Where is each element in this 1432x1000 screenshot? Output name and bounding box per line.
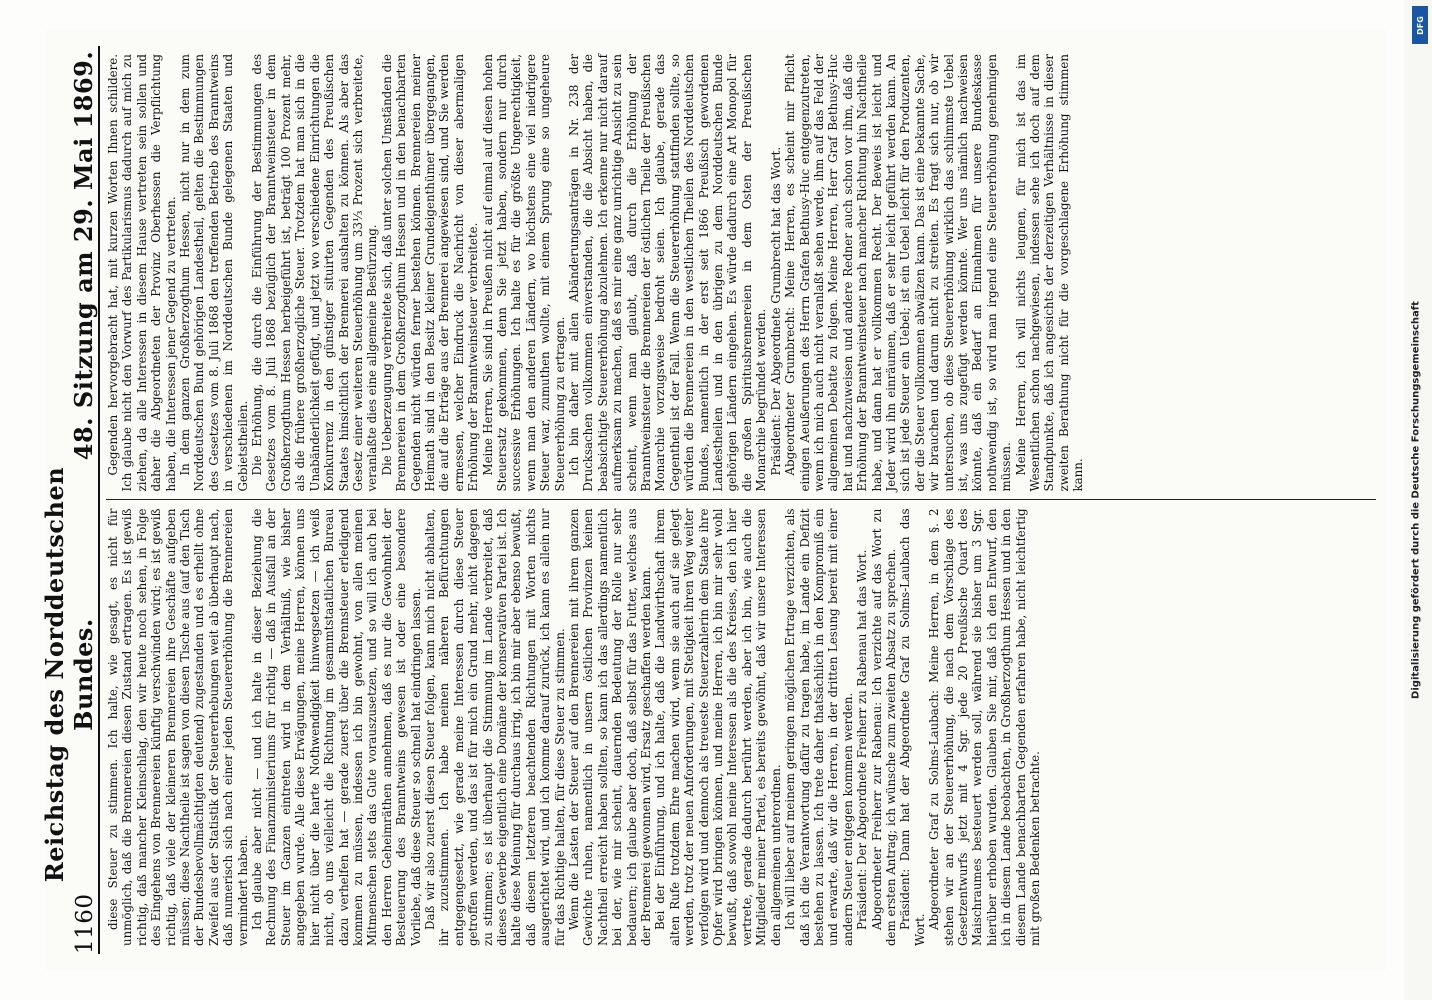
running-title-left: Reichstag des Norddeutschen Bundes. <box>40 466 98 883</box>
paragraph: Präsident: Dann hat der Abgeordnete Graf zu Solms-Laubach das Wort. <box>898 508 927 946</box>
rotated-print-page <box>40 30 1386 970</box>
paragraph: Gegenden hervorgebracht hat, mit kurzen Worten Ihnen schildere. Ich glaube nicht den Vorwurf des Partikularismus dadurch auf mich zu ziehen, da alle Interessen in diesem Hause vertreten sein sollen und daher die Abgeordneten der Provinz Oberhessen die Verpflichtung haben, die Interessen jener Gegend zu vertreten. <box>106 54 178 492</box>
paragraph: Ich glaube aber nicht — und ich halte in dieser Beziehung die Rechnung des Finanzministeriums für richtig — daß in Ausfall an der Steuer im Ganzen eintreten wird in dem Verhältniß, wie bisher angegeben wurde. Alle diese Erwägungen, meine Herren, können uns hier nicht über die harte Nothwendigkeit hinwegsetzen — ich weiß nicht, ob uns vielleicht die Richtung im gesammtstaatlichen Bureau dazu verhelfen hat — gerade zuerst über die Brennsteuer erledigend kommen zu müssen, indessen ich bin gewohnt, von allen meinen Mitmenschen stets das Gute vorauszusetzen, und so will ich auch bei den Herren Geheimräthen annehmen, daß es nur die Gewohnheit der Besteuerung des Branntweins gewesen ist oder eine besondere Vorliebe, daß diese Steuer so schnell hat eindringen lassen. <box>250 508 423 946</box>
digitization-note-text: Digitalisierung gefördert durch die Deutsche Forschungsgemeinschaft <box>1410 301 1422 699</box>
text-column-right <box>106 46 1376 500</box>
page-header <box>40 46 100 954</box>
paragraph: Präsident: Der Abgeordnete Grumbrecht hat das Wort. <box>768 146 783 476</box>
dfg-logo-text: DFG <box>1415 15 1425 35</box>
paragraph: Abgeordneter Freiherr zur Rabenau: Ich verzichte auf das Wort zu dem ersten Antrag; ich wünsche zum zweiten Absatz zu sprechen. <box>869 508 898 946</box>
paragraph: Ich will lieber auf meinem geringen möglichen Ertrage verzichten, als daß ich die Verantwortung dafür zu tragen habe, im Lande ein Defizit bestehen zu lassen. Ich trete daher thatsächlich in den Kompromiß ein und erwarte, daß wir die Herren, in der dritten Lesung bereit mit einer andern Steuer entgegen kommen werden. <box>783 508 855 946</box>
paragraph: In dem ganzen Großherzogthum Hessen, nicht nur in dem zum Norddeutschen Bund gehörigen Landestheil, gelten die Bestimmungen des Gesetzes vom 8. Juli 1868 den treffenden Betrieb des Branntweins in verschiedenen im Norddeutschen Bunde gelegenen Staaten und Gebietstheilen. <box>178 54 250 492</box>
paragraph: Abgeordneter Graf zu Solms-Laubach: Meine Herren, in dem §. 2 stehen wir an der Steuererhöhung, die nach dem Vorschlage des Gesetzentwurfs jetzt mit 4 Sgr. jede 20 Preußische Quart des Maischraumes besteuert werden soll, während sie bisher um 3 Sgr. hierüber erhoben wurden. Glauben Sie mir, daß ich den Entwurf, den ich in diesem Lande beobachten, in Großherzogthum Hessen und in den diesem Lande benachbarten Gegenden erfahren habe, nicht leichtfertig mit großen Bedenken betrachte. <box>927 508 1042 946</box>
paragraph: diese Steuer zu stimmen. Ich halte, wie gesagt, es nicht für unmöglich, daß die Brennereien diesen Zustand ertragen. Es ist gewiß richtig, daß mancher Kleinschlag, den wir heute noch sehen, in Folge des Eingehens von Brennereien künftig verschwinden wird; es ist gewiß richtig, daß viele der kleineren Brennereien ihre Geschäfte aufgeben müssen; diese Nachtheile ist sagen von diesen Tische aus (auf den Tisch der Bundesbevollmächtigten deutend) zugestanden und es erhellt ohne Zweifel aus der Statistik der Steuererhebungen weit ab überhaupt nach, daß numerisch sich nach einer jeden Steuererhöhung die Brennereien vermindert haben. <box>106 508 250 946</box>
paragraph: Präsident: Der Abgeordnete Freiherr zu Rabenau hat das Wort. <box>855 549 870 930</box>
page-number: 1160 <box>72 893 98 954</box>
paragraph: Wenn die Lasten der Steuer auf den Brennereien mit ihrem ganzen Gewichte ruhen, namentlich in unsern östlichen Provinzen keinen Nachtheil erreicht haben sollten, so kann ich das allerdings namentlich bei der, wie mir scheint, dauernden Bedeutung der Rolle nur sehr bedauern; ich glaube aber doch, daß selbst für das Futter, welches aus der Brennerei gewonnen wird, Ersatz geschaffen werden kann. <box>567 508 654 946</box>
paragraph: Meine Herren, ich will nichts leugnen, für mich ist das im Wesentlichen schon nachgewiesen, indessen sehe ich doch auf dem Standpunkte, daß ich angesichts der derzeitigen Verhältnisse in dieser zweiten Berathung nicht für die vorgeschlagene Erhöhung stimmen kann. <box>1013 54 1086 492</box>
column-divider <box>106 500 1376 501</box>
page-body <box>106 46 1376 954</box>
paragraph: Die Ueberzeugung verbreitete sich, daß unter solchen Umständen die Brennereien in dem Großherzogthum Hessen und in den benachbarten Gegenden nicht würden ferner bestehen können. Brennereien meiner Heimath sind in den Besitz kleiner Grundeigenthümer übergegangen, die auf die Erträge aus der Brennerei angewiesen sind, und Sie werden ermessen, welcher Eindruck die Nachricht von dieser abermaligen Erhöhung der Branntweinsteuer verbreitete. <box>379 54 481 492</box>
paragraph: Ich bin daher mit allen Abänderungsanträgen in Nr. 238 der Drucksachen vollkommen einverstanden, die die Absicht haben, die beabsichtigte Steuererhöhung abzulehnen. Ich erkenne nur nicht darauf aufmerksam zu machen, daß es mir eine ganz unrichtige Ansicht zu sein scheint, wenn man glaubt, daß durch die Erhöhung der Branntweinsteuer die Brennereien der östlichen Theile der Preußischen Monarchie vorzugsweise bedroht seien. Ich glaube, gerade das Gegentheil ist der Fall. Wenn die Steuererhöhung stattfinden sollte, so würden die Brennereien in den westlichen Theilen des Norddeutschen Bundes, namentlich in der erst seit 1866 Preußisch gewordenen Landestheilen und in den übrigen zu dem Norddeutschen Bunde gehörigen Ländern eingehen. Es würde dadurch eine Art Monopol für die großen Spiritusbrennereien in dem Osten der Preußischen Monarchie begründet werden. <box>567 54 769 492</box>
paragraph: Meine Herren, Sie sind in Preußen nicht auf einmal auf diesen hohen Steuersatz gekommen, denn Sie jetzt haben, sondern nur durch successive Erhöhungen. Ich halte es für die größte Ungerechtigkeit, wenn man den anderen Ländern, wo höchstens eine viel niedrigere Steuer war, zumuthen wollte, mit einem Sprung eine so ungeheure Steuererhöhung zu ertragen. <box>480 54 567 492</box>
text-column-left <box>106 501 1376 955</box>
paragraph: Daß wir also zuerst diesen Steuer folgen, kann mich nicht abhalten, ihr zuzustimmen. Ich habe meinen näheren Befürchtungen entgegengesetzt, wie gerade meine Interessen durch diese Steuer getroffen werden, und das ist für mich ein Grund mehr, nicht dagegen zu stimmen; es ist überhaupt die Stimmung im Lande verbreitet, daß dieses Gewerbe eigentlich eine Domäne der konservativen Partei ist. Ich halte diese Meinung für durchaus irrig, ich bin mir aber ebenso bewußt, daß diesem letzteren beachtenden Richtungen mit Worten nichts ausgerichtet wird, und ich komme darauf zurück, ich kann es allein nur für das Richtige halten, für diese Steuer zu stimmen. <box>422 508 567 946</box>
paragraph: Die Erhöhung, die durch die Einführung der Bestimmungen des Gesetzes vom 8. Juli 1868 bezüglich der Branntweinsteuer in dem Großherzogthum Hessen herbeigeführt ist, beträgt 100 Prozent mehr, als die frühere großherzogliche Steuer. Trotzdem hat man sich in die Unabänderlichkeit gefügt, und jetzt wo verschiedene Einrichtungen die Konkurrenz in den günstiger situirten Gegenden des Preußischen Staates hinsichtlich der Brennerei aushalten zu können. Als aber das Gesetz einer weiteren Steuerhöhung um 33⅓ Prozent sich verbreitete, veranlaßte dies eine allgemeine Bestürzung. <box>250 54 380 492</box>
running-title-right: 48. Sitzung am 29. Mai 1869. <box>69 50 98 461</box>
dfg-logo-badge <box>1412 6 1428 44</box>
paragraph: Abgeordneter Grumbrecht: Meine Herren, es scheint mir Pflicht einigen Aeußerungen des Herrn Grafen Bethusy-Huc entgegenzutreten, wenn ich mich auch nicht veranlaßt sehen werde, ihm auf das Feld der allgemeinen Debatte zu folgen. Meine Herren, Herr Graf Bethusy-Huc hat und nachzuweisen und andere Redner auch schon vor ihm, daß die Erhöhung der Branntweinsteuer nach mancher Richtung hin Nachtheile habe, und dann hat er vollkommen Recht. Der Beweis ist leicht und Jeder wird ihn einräumen, daß er sehr leicht geführt werden kann. An sich ist jede Steuer ein Uebel; ist ein Uebel leicht für den Produzenten, der die Steuer vollkommen abwälzen kann. Das ist eine bekannte Sache, wir brauchen und darum nicht zu streiten. Es fragt sich nur, ob wir untersuchen, ob diese Steuererhöhung wirklich das schlimmste Uebel ist, was uns zugefügt werden könnte. Wer uns nämlich nachweisen könnte, daß ein Bedarf an Einnahmen für unsere Bundeskasse nothwendig ist, so wird man irgend eine Steuererhöhung genehmigen müssen. <box>783 54 1014 492</box>
paragraph: Bei der Einführung, und ich halte, daß die Landwirthschaft ihrem alten Rufe trotzdem Ehre machen wird, wenn sie auch auf sie gelegt werden, trotz der neuen Anforderungen, mit Stetigkeit ihren Weg weiter verfolgen wird und dennoch als treueste Steuerzahlerin dem Staate ihre Opfer wird bringen können, und meine Herren, ich bin mir sehr wohl bewußt, daß sowohl meine Interessen als die des Kreises, den ich hier vertrete, gerade dadurch berührt werden, aber ich bin, wie auch die Mitglieder meiner Partei, es bereits gewöhnt, daß wir unsere Interessen den allgemeinen unterordnen. <box>653 508 783 946</box>
